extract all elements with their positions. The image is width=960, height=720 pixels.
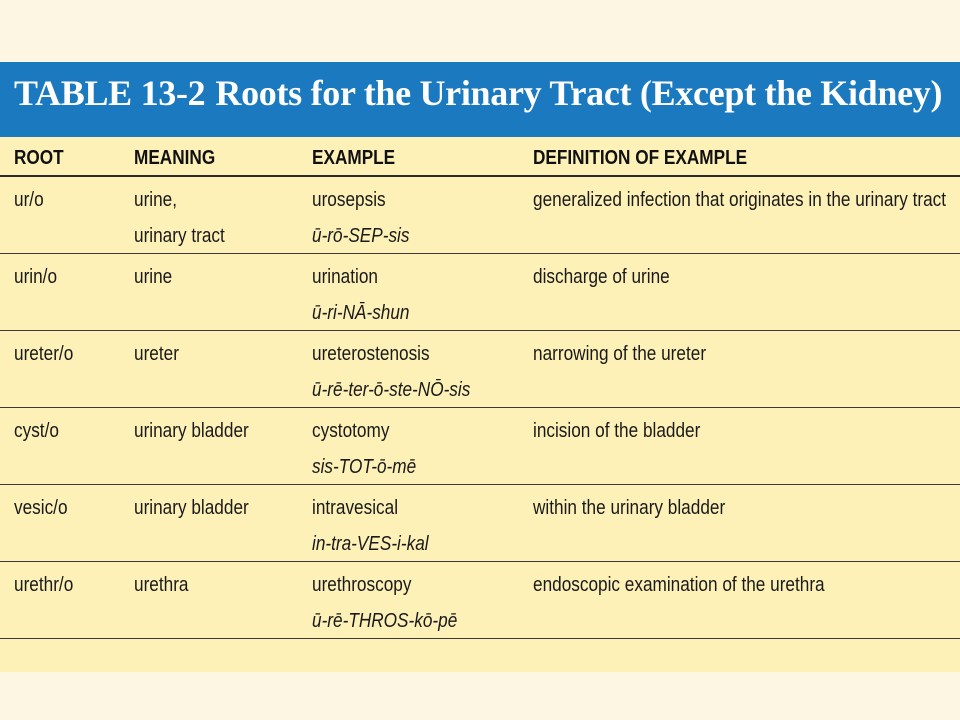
header-definition: DEFINITION OF EXAMPLE [533, 147, 748, 169]
example-word: urination [312, 266, 378, 288]
table-grid [0, 137, 960, 639]
pronunciation: ū-rē-THROS-kō-pē [312, 610, 458, 632]
root-cell: cyst/o [14, 420, 59, 442]
table-row [0, 254, 960, 331]
meaning-cell [134, 567, 189, 603]
table-row [0, 485, 960, 562]
table-title [14, 72, 960, 114]
header-root: ROOT [14, 147, 64, 169]
definition-cell: discharge of urine [533, 266, 670, 288]
example-cell [312, 182, 409, 254]
definition-cell: endoscopic examination of the urethra [533, 574, 825, 596]
meaning-line: urine [134, 266, 173, 288]
table-title-bar [0, 62, 960, 137]
meaning-cell [134, 413, 249, 449]
meaning-line: ureter [134, 343, 179, 365]
header-example: EXAMPLE [312, 147, 396, 169]
table-title-text: Roots for the Urinary Tract (Except the Kidney) [215, 73, 943, 113]
example-cell [312, 336, 470, 408]
meaning-cell [134, 182, 225, 254]
meaning-line: urethra [134, 574, 189, 596]
root-cell: urethr/o [14, 574, 74, 596]
table-row [0, 408, 960, 485]
pronunciation: in-tra-VES-i-kal [312, 533, 429, 555]
meaning-line: urine, [134, 189, 178, 211]
meaning-line: urinary bladder [134, 497, 249, 519]
example-cell [312, 259, 409, 331]
pronunciation: sis-TOT-ō-mē [312, 456, 417, 478]
meaning-line: urinary bladder [134, 420, 249, 442]
definition-cell: incision of the bladder [533, 420, 701, 442]
table-number: TABLE 13-2 [14, 73, 206, 113]
pronunciation: ū-rē-ter-ō-ste-NŌ-sis [312, 379, 471, 401]
table-row [0, 331, 960, 408]
definition-cell: within the urinary bladder [533, 497, 726, 519]
meaning-cell [134, 259, 172, 295]
meaning-line: urinary tract [134, 225, 225, 247]
root-cell: ur/o [14, 189, 44, 211]
root-cell: ureter/o [14, 343, 74, 365]
example-word: urosepsis [312, 189, 386, 211]
definition-cell: generalized infection that originates in the urinary tract [533, 189, 947, 211]
meaning-cell [134, 336, 179, 372]
example-word: intravesical [312, 497, 399, 519]
root-cell: vesic/o [14, 497, 68, 519]
table-row [0, 562, 960, 639]
table-row [0, 177, 960, 254]
pronunciation: ū-rō-SEP-sis [312, 225, 410, 247]
root-cell: urin/o [14, 266, 58, 288]
definition-cell: narrowing of the ureter [533, 343, 707, 365]
example-word: cystotomy [312, 420, 390, 442]
example-cell [312, 490, 429, 562]
example-cell [312, 413, 416, 485]
pronunciation: ū-ri-NĀ-shun [312, 302, 410, 324]
example-word: urethroscopy [312, 574, 412, 596]
table-header-row [0, 137, 960, 177]
meaning-cell [134, 490, 249, 526]
roots-table [0, 62, 960, 672]
example-cell [312, 567, 457, 639]
header-meaning: MEANING [134, 147, 216, 169]
example-word: ureterostenosis [312, 343, 430, 365]
